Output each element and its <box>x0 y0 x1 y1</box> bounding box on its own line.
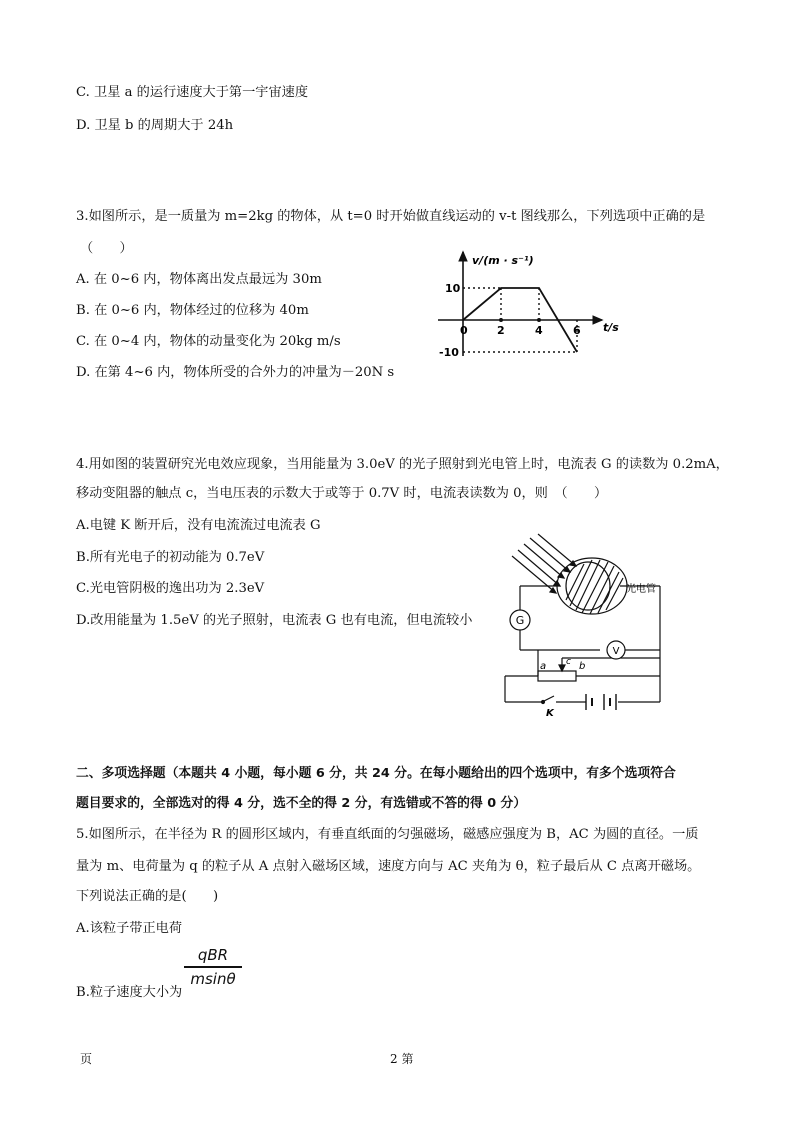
q2-option-d: D. 卫星 b 的周期大于 24h <box>76 118 234 133</box>
x-tick-dot <box>499 318 503 322</box>
section2-heading-line1: 二、多项选择题（本题共 4 小题，每小题 6 分，共 24 分。在每小题给出的四个选项中，有多个选项符合 <box>76 766 676 781</box>
x-tick-dot <box>537 318 541 322</box>
velocity-fraction <box>182 944 244 990</box>
q5-stem-line1: 5.如图所示，在半径为 R 的圆形区域内，有垂直纸面的匀强磁场，磁感应强度为 B，AC 为圆的直径。一质 <box>76 827 699 842</box>
q4-option-c: C.光电管阴极的逸出功为 2.3eV <box>76 581 265 596</box>
rheostat <box>538 671 576 681</box>
q4-option-d: D.改用能量为 1.5eV 的光子照射，电流表 G 也有电流，但电流较小 <box>76 613 473 628</box>
label-a: a <box>540 661 547 672</box>
vt-chart <box>430 248 630 360</box>
q3-option-c: C. 在 0~4 内，物体的动量变化为 20kg m/s <box>76 334 341 349</box>
q3-option-d: D. 在第 4~6 内，物体所受的合外力的冲量为－20N s <box>76 365 395 380</box>
label-c: c <box>566 657 571 667</box>
fraction-denominator: msinθ <box>190 969 236 988</box>
label-b: b <box>579 661 586 672</box>
q5-stem-line3: 下列说法正确的是( ) <box>76 889 219 904</box>
x-axis-label: t/s <box>603 321 619 334</box>
voltmeter <box>607 641 625 659</box>
tube-label: 光电管 <box>626 584 656 595</box>
galvanometer <box>510 610 530 630</box>
galvanometer-label: G <box>515 614 525 627</box>
q5-option-a: A.该粒子带正电荷 <box>76 921 183 936</box>
q4-stem-line2: 移动变阻器的触点 c，当电压表的示数大于或等于 0.7V 时，电流表读数为 0，则 （ ） <box>76 486 608 501</box>
q3-stem: 3.如图所示，是一质量为 m=2kg 的物体，从 t=0 时开始做直线运动的 v-t 图线那么，下列选项中正确的是 <box>76 209 706 224</box>
q4-option-a: A.电键 K 断开后，没有电流流过电流表 G <box>76 518 321 533</box>
x-tick-label: 4 <box>535 324 543 337</box>
voltmeter-label: V <box>612 646 620 657</box>
y-tick-label: 10 <box>445 282 461 295</box>
q3-paren: （ ） <box>80 241 133 256</box>
x-tick-label: 6 <box>573 324 581 337</box>
q3-option-a: A. 在 0~6 内，物体离出发点最远为 30m <box>76 272 322 287</box>
footer-page-number: 2 第 <box>390 1052 414 1066</box>
photoelectric-circuit-diagram <box>500 530 680 722</box>
section2-heading-line2: 题目要求的，全部选对的得 4 分，选不全的得 2 分，有选错或不答的得 0 分） <box>76 796 527 811</box>
x-tick-label: 0 <box>460 324 468 337</box>
y-axis-label: v/(m · s⁻¹) <box>472 254 534 267</box>
q5-option-b: B.粒子速度大小为 <box>76 985 183 1000</box>
q3-option-b: B. 在 0~6 内，物体经过的位移为 40m <box>76 303 309 318</box>
footer-left: 页 <box>80 1052 93 1066</box>
fraction-numerator: qBR <box>197 946 229 964</box>
x-tick-label: 2 <box>497 324 505 337</box>
q4-option-b: B.所有光电子的初动能为 0.7eV <box>76 550 265 565</box>
q4-stem-line1: 4.用如图的装置研究光电效应现象，当用能量为 3.0eV 的光子照射到光电管上时，电流表 G 的读数为 0.2mA， <box>76 457 729 472</box>
q5-stem-line2: 量为 m、电荷量为 q 的粒子从 A 点射入磁场区域，速度方向与 AC 夹角为 θ，粒子最后从 C 点离开磁场。 <box>76 859 701 874</box>
label-k: K <box>546 708 554 719</box>
q2-option-c: C. 卫星 a 的运行速度大于第一宇宙速度 <box>76 85 309 100</box>
y-tick-label: -10 <box>439 346 459 359</box>
